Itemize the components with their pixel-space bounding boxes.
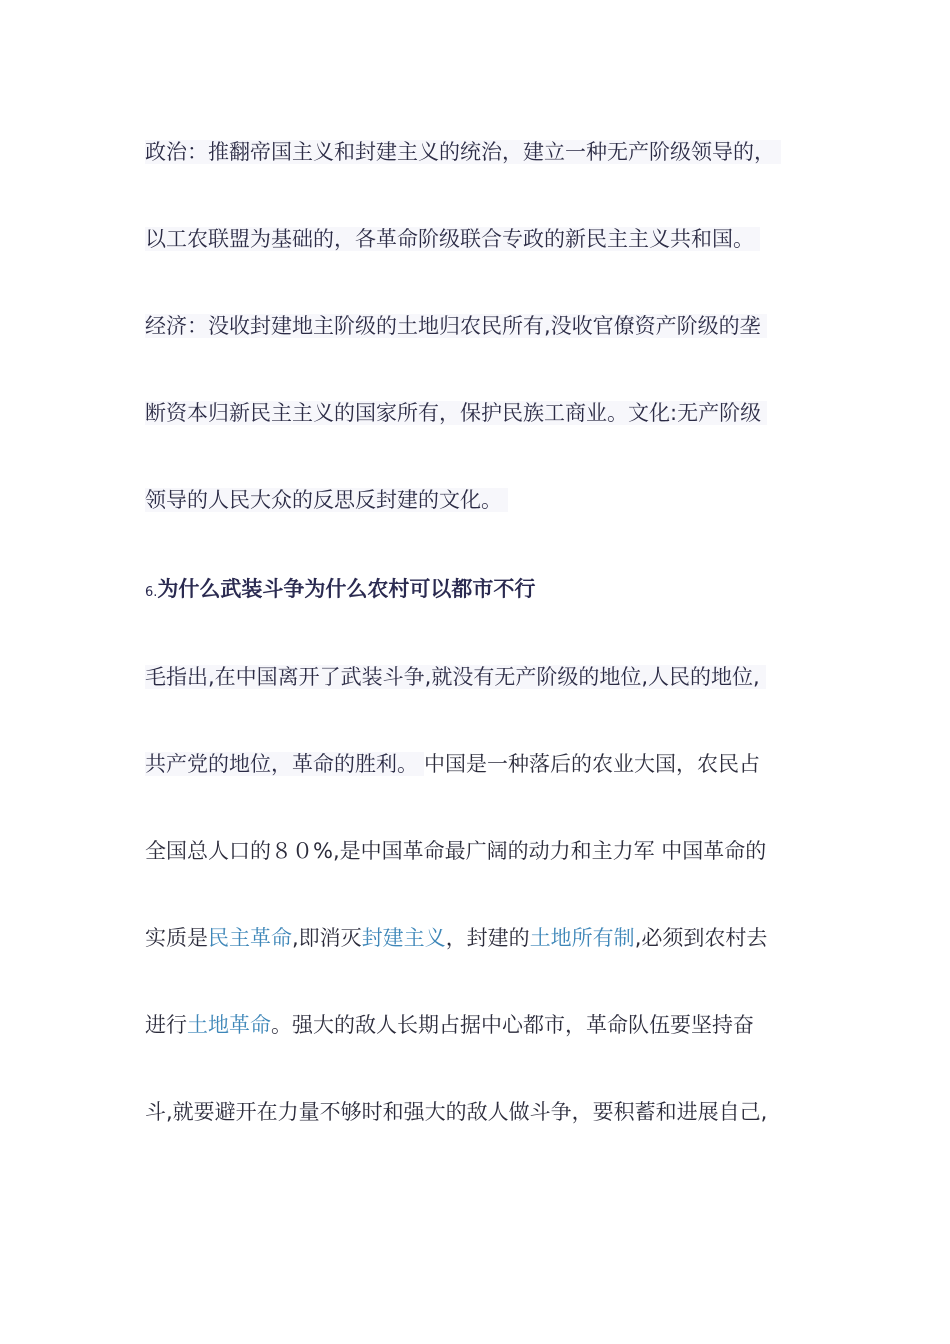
text-line [145, 749, 760, 779]
section-heading [145, 574, 535, 608]
link-democratic-revolution[interactable]: 民主革命 [208, 926, 292, 950]
text-line [145, 224, 760, 254]
text-line [145, 485, 508, 515]
text-run: 领导的人民大众的反思反封建的文化。 [145, 488, 508, 512]
text-run: 全国总人口的８０%,是中国革命最广阔的动力和主力军 中国革命的 [145, 839, 767, 863]
text-line [145, 1097, 767, 1127]
text-line [145, 836, 766, 866]
text-line [145, 398, 767, 428]
text-line [145, 311, 767, 341]
link-land-ownership[interactable]: 土地所有制 [529, 926, 635, 950]
text-run: 进行 [145, 1013, 187, 1037]
text-line [145, 137, 781, 167]
text-run: ,即消灭 [292, 926, 362, 950]
text-run: 毛指出,在中国离开了武装斗争,就没有无产阶级的地位,人民的地位, [145, 665, 766, 689]
text-run: 政治：推翻帝国主义和封建主义的统治，建立一种无产阶级领导的， [145, 140, 781, 164]
section-title: 为什么武装斗争为什么农村可以都市不行 [157, 577, 536, 601]
text-run: 中国是一种落后的农业大国，农民占 [424, 752, 760, 776]
link-feudalism[interactable]: 封建主义 [361, 926, 446, 950]
text-run: 共产党的地位，革命的胜利。 [145, 752, 424, 776]
text-line [145, 1010, 754, 1040]
link-land-revolution[interactable]: 土地革命 [187, 1013, 271, 1037]
text-run: ，封建的 [445, 926, 530, 950]
section-number: 6. [145, 585, 158, 600]
text-run: 以工农联盟为基础的，各革命阶级联合专政的新民主主义共和国。 [145, 227, 760, 251]
text-run: 经济：没收封建地主阶级的土地归农民所有,没收官僚资产阶级的垄 [145, 314, 767, 338]
text-run: 断资本归新民主主义的国家所有，保护民族工商业。文化:无产阶级 [145, 401, 767, 425]
text-run: 斗,就要避开在力量不够时和强大的敌人做斗争，要积蓄和进展自己, [145, 1100, 768, 1124]
text-run: 。强大的敌人长期占据中心都市，革命队伍要坚持奋 [271, 1013, 754, 1037]
text-line [145, 923, 767, 953]
text-run: ,必须到农村去 [634, 926, 768, 950]
text-run: 实质是 [145, 926, 208, 950]
text-line [145, 662, 766, 692]
